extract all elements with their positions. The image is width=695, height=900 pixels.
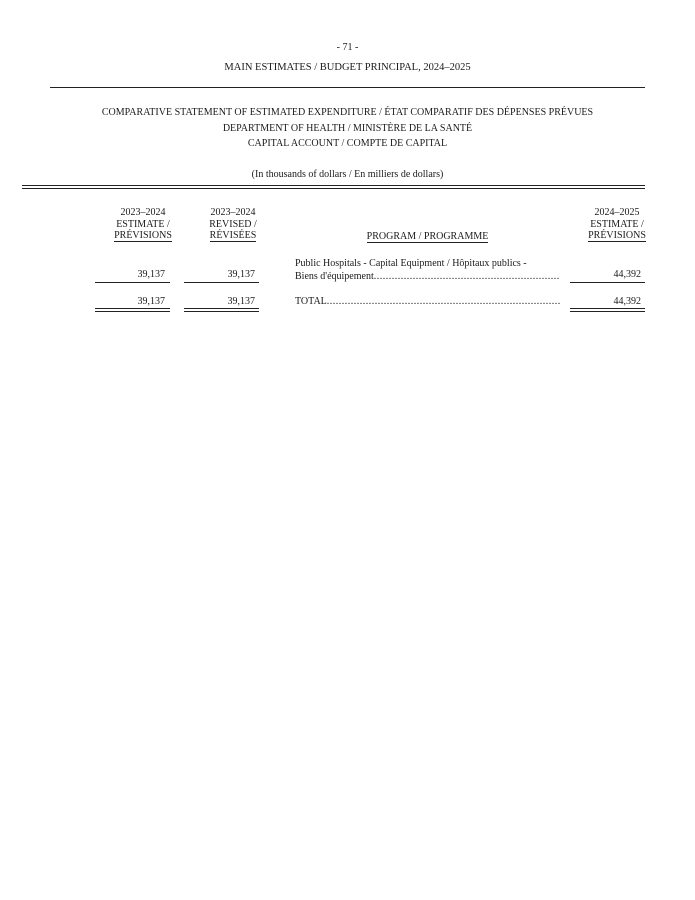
units-note: (In thousands of dollars / En milliers de dollars): [251, 169, 444, 180]
department-title: DEPARTMENT OF HEALTH / MINISTÈRE DE LA SANTÉ: [222, 123, 473, 134]
row-revised: 39,137: [227, 269, 255, 280]
total-revised: 39,137: [227, 296, 255, 307]
subtotal-rule: [95, 282, 170, 283]
col-header-year: 2024–2025: [594, 207, 640, 218]
statement-title: COMPARATIVE STATEMENT OF ESTIMATED EXPENDITURE / ÉTAT COMPARATIF DES DÉPENSES PRÉVUES: [101, 107, 594, 118]
total-estimate-prev: 39,137: [137, 296, 165, 307]
row-estimate-new: 44,392: [613, 269, 641, 280]
col-header-estimate-new: [570, 207, 664, 242]
col-header-year: 2023–2024: [210, 207, 256, 218]
col-header-year: 2023–2024: [120, 207, 166, 218]
page-number: - 71 -: [336, 42, 359, 53]
program-name-line2: Biens d'équipement: [295, 271, 374, 282]
col-header-label-fr: PRÉVISIONS: [114, 230, 172, 241]
subtotal-rule: [570, 282, 645, 283]
col-header-label: ESTIMATE /: [116, 218, 170, 230]
total-label: TOTAL: [295, 296, 327, 307]
col-header-label-fr: RÉVISÉES: [209, 230, 257, 241]
table-top-double-rule: [22, 185, 645, 189]
col-header-revised: [186, 207, 280, 242]
row-estimate-prev: 39,137: [137, 269, 165, 280]
program-name-line2-leader: [295, 270, 560, 283]
col-header-label: ESTIMATE /: [590, 218, 644, 230]
col-header-label: REVISED /: [209, 218, 257, 230]
total-label-leader: [295, 296, 560, 307]
header-rule: [50, 87, 645, 88]
col-header-label-fr: PRÉVISIONS: [588, 230, 646, 241]
total-estimate-new: 44,392: [613, 296, 641, 307]
subtotal-rule: [184, 282, 259, 283]
table-row: [295, 257, 560, 283]
col-header-estimate-prev: [96, 207, 190, 242]
running-header: MAIN ESTIMATES / BUDGET PRINCIPAL, 2024–2025: [224, 62, 471, 73]
total-double-rule: [184, 308, 259, 312]
col-header-program: [295, 231, 560, 243]
col-header-program-label: PROGRAM / PROGRAMME: [366, 231, 489, 242]
total-double-rule: [95, 308, 170, 312]
total-double-rule: [570, 308, 645, 312]
program-name-line1: Public Hospitals - Capital Equipment / Hôpitaux publics -: [295, 258, 527, 269]
account-title: CAPITAL ACCOUNT / COMPTE DE CAPITAL: [247, 138, 448, 149]
